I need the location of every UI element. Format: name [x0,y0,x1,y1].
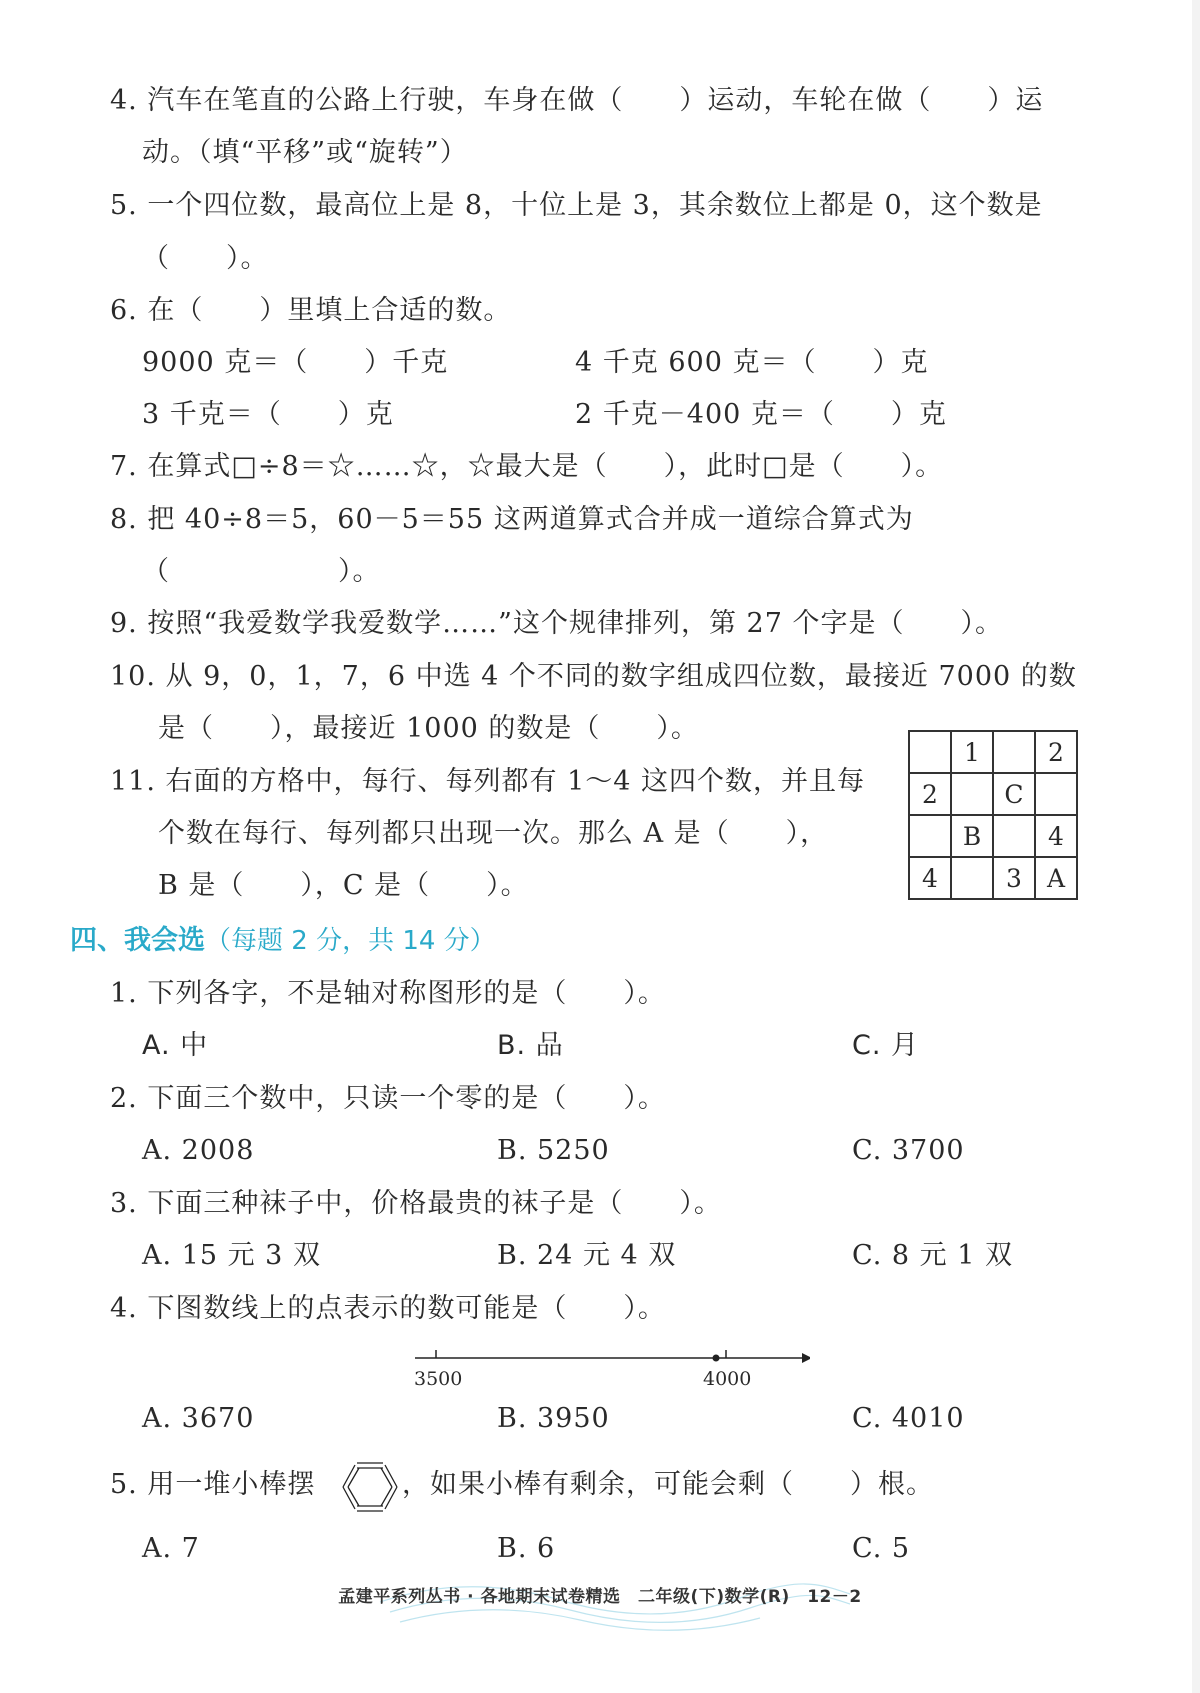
section-4-title [70,922,496,960]
q5-line2: （ ）。 [142,243,269,274]
grid-cell: C [993,773,1035,815]
q7: 7. 在算式□÷8＝☆……☆，☆最大是（ ），此时□是（ ）。 [110,451,944,482]
grid-cell [993,731,1035,773]
q4-line1: 4. 汽车在笔直的公路上行驶，车身在做（ ）运动，车轮在做（ ）运 [110,85,1044,116]
grid-cell: B [951,815,993,857]
q6-item-4: 2 千克－400 克＝（ ）克 [575,399,947,430]
grid-cell [1035,773,1077,815]
tick-label-3500: 3500 [414,1368,463,1390]
s4-q5-option-b: B. 6 [497,1533,556,1564]
q10-line2: 是（ ），最接近 1000 的数是（ ）。 [158,713,699,744]
s4-q3-stem: 3. 下面三种袜子中，价格最贵的袜子是（ ）。 [110,1188,722,1219]
grid-cell: 1 [951,731,993,773]
s4-q1-option-a: A. 中 [142,1030,209,1061]
q10-line1: 10. 从 9，0，1，7，6 中选 4 个不同的数字组成四位数，最接近 7000 的数 [110,661,1077,692]
tick-label-4000: 4000 [703,1368,752,1390]
q11-line1: 11. 右面的方格中，每行、每列都有 1～4 这四个数，并且每 [110,766,866,797]
s4-q5-stem-before: 5. 用一堆小棒摆 [110,1469,316,1500]
hexagon-of-sticks-icon [339,1459,401,1515]
s4-q2-option-b: B. 5250 [497,1135,610,1166]
grid-cell: 4 [909,857,951,899]
grid-cell [909,731,951,773]
s4-q1-option-b: B. 品 [497,1030,564,1061]
page-edge [1192,0,1200,1693]
q11-line3: B 是（ ），C 是（ ）。 [158,870,529,901]
q8-line1: 8. 把 40÷8＝5，60－5＝55 这两道算式合并成一道综合算式为 [110,504,914,535]
s4-q1-option-c: C. 月 [852,1030,920,1061]
section-4-points: （每题 2 分，共 14 分） [205,926,496,956]
q6-item-2: 4 千克 600 克＝（ ）克 [575,347,929,378]
q8-line2: （ ）。 [142,556,381,587]
grid-cell: 3 [993,857,1035,899]
q9: 9. 按照“我爱数学我爱数学……”这个规律排列，第 27 个字是（ ）。 [110,608,1003,639]
number-line-point [713,1355,720,1362]
s4-q1-stem: 1. 下列各字，不是轴对称图形的是（ ）。 [110,978,666,1009]
s4-q4-option-a: A. 3670 [142,1403,255,1434]
q4-line2: 动。（填“平移”或“旋转”） [142,137,468,168]
q6-stem: 6. 在（ ）里填上合适的数。 [110,295,512,326]
s4-q3-option-a: A. 15 元 3 双 [142,1240,321,1271]
number-grid [908,730,1078,900]
s4-q4-option-b: B. 3950 [497,1403,610,1434]
s4-q4-option-c: C. 4010 [852,1403,965,1434]
grid-cell [909,815,951,857]
s4-q2-stem: 2. 下面三个数中，只读一个零的是（ ）。 [110,1083,666,1114]
s4-q5-option-a: A. 7 [142,1533,200,1564]
grid-cell: 2 [909,773,951,815]
s4-q5-option-c: C. 5 [852,1533,911,1564]
grid-cell [993,815,1035,857]
s4-q2-option-a: A. 2008 [142,1135,255,1166]
grid-cell [951,857,993,899]
q6-item-3: 3 千克＝（ ）克 [142,399,394,430]
s4-q3-option-b: B. 24 元 4 双 [497,1240,677,1271]
q6-item-1: 9000 克＝（ ）千克 [142,347,449,378]
grid-cell [951,773,993,815]
s4-q3-option-c: C. 8 元 1 双 [852,1240,1013,1271]
s4-q2-option-c: C. 3700 [852,1135,965,1166]
q5-line1: 5. 一个四位数，最高位上是 8，十位上是 3，其余数位上都是 0，这个数是 [110,190,1043,221]
page-footer: 孟建平系列丛书 · 各地期末试卷精选 二年级(下)数学(R) 12－2 [338,1587,862,1607]
grid-cell: 4 [1035,815,1077,857]
s4-q5-stem-after: ，如果小棒有剩余，可能会剩（ ）根。 [402,1469,934,1500]
q11-line2: 个数在每行、每列都只出现一次。那么 A 是（ ）， [158,818,829,849]
s4-q4-stem: 4. 下图数线上的点表示的数可能是（ ）。 [110,1293,666,1324]
section-4-heading: 四、我会选 [70,925,205,956]
number-line-axis [410,1340,810,1370]
grid-cell: A [1035,857,1077,899]
number-line [410,1340,810,1400]
grid-cell: 2 [1035,731,1077,773]
